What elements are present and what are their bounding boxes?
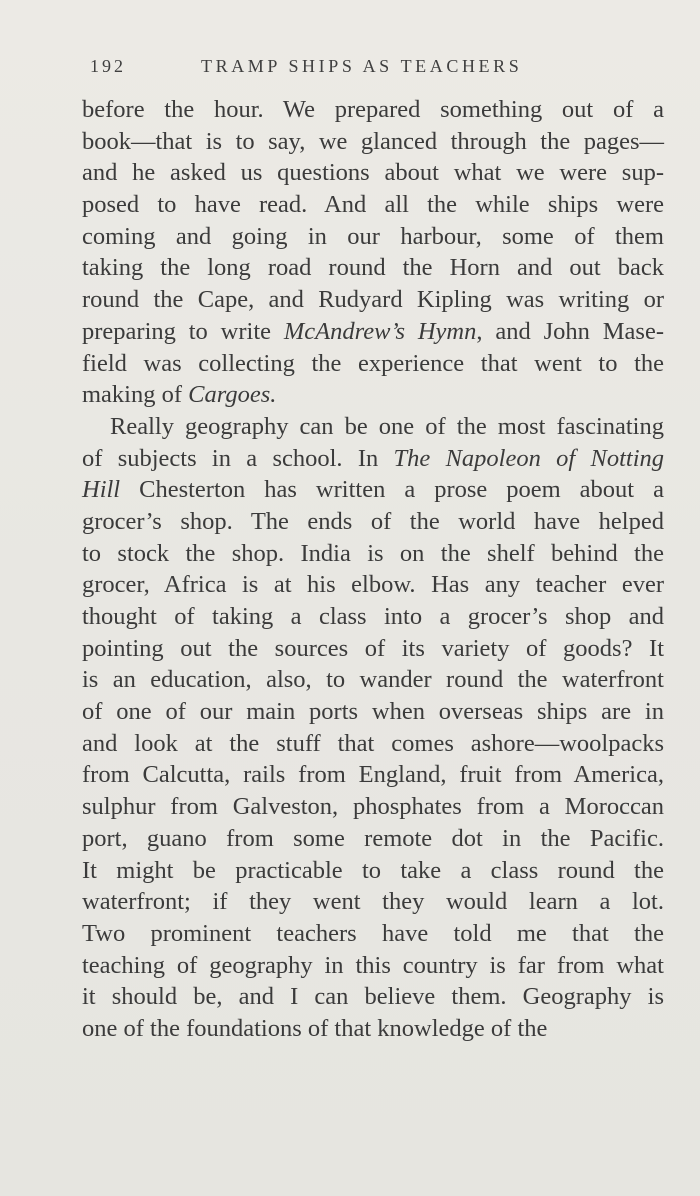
- text-line: [82, 1013, 664, 1045]
- text-run: teaching of geography in this country is far from what: [82, 951, 664, 979]
- text-run: one of the foundations of that knowledge of the: [82, 1014, 548, 1042]
- text-run: port, guano from some remote dot in the Pacific.: [82, 824, 664, 852]
- text-run: Two prominent teachers have told me that the: [82, 919, 664, 947]
- text-run: Really geography can be one of the most fascinating: [110, 412, 664, 440]
- text-line: [82, 601, 664, 633]
- text-run: field was collecting the experience that went to the: [82, 349, 664, 377]
- text-run: is an education, also, to wander round the waterfront: [82, 666, 664, 694]
- text-run: coming and going in our harbour, some of them: [82, 222, 664, 250]
- text-run: Chesterton has written a prose poem about a: [120, 476, 664, 504]
- italic-title: Hill: [82, 476, 121, 504]
- text-run: grocer, Africa is at his elbow. Has any teacher ever: [82, 571, 664, 599]
- text-line: [82, 728, 664, 760]
- text-run: sulphur from Galveston, phosphates from a Moroccan: [82, 793, 664, 821]
- text-run: and look at the stuff that comes ashore—woolpacks: [82, 729, 664, 757]
- text-line: [82, 221, 664, 253]
- running-title: TRAMP SHIPS AS TEACHERS: [201, 56, 523, 76]
- text-run: posed to have read. And all the while ships were: [82, 191, 664, 219]
- text-run: of subjects in a school. In: [82, 444, 394, 472]
- text-run: before the hour. We prepared something out of a: [82, 96, 664, 123]
- text-run: from Calcutta, rails from England, fruit from America,: [82, 761, 664, 789]
- text-run: it should be, and I can believe them. Geography is: [82, 983, 664, 1011]
- text-line: [82, 569, 664, 601]
- italic-title: The Napoleon of Notting: [393, 444, 664, 472]
- text-run: taking the long road round the Horn and out back: [82, 254, 664, 282]
- text-run: pointing out the sources of its variety of goods? It: [82, 634, 664, 662]
- text-line: [82, 886, 664, 918]
- text-line: [82, 633, 664, 665]
- text-run: preparing to write: [82, 317, 284, 345]
- italic-title: McAndrew’s Hymn: [283, 317, 477, 345]
- text-line: [82, 474, 664, 506]
- text-line: [82, 791, 664, 823]
- text-line: [82, 157, 664, 189]
- text-run: making of: [82, 381, 189, 409]
- text-line: [82, 696, 664, 728]
- running-head: [90, 56, 560, 82]
- text-line: [82, 379, 664, 411]
- text-run: book—that is to say, we glanced through the pages—: [82, 127, 664, 155]
- text-line: [82, 538, 664, 570]
- text-line: [82, 950, 664, 982]
- text-line: [82, 126, 664, 158]
- text-line: [82, 664, 664, 696]
- text-line: [82, 981, 664, 1013]
- text-run: , and John Mase-: [476, 317, 664, 345]
- text-line: [82, 506, 664, 538]
- text-line: [82, 252, 664, 284]
- text-line: [82, 918, 664, 950]
- text-line: [82, 855, 664, 887]
- text-run: It might be practicable to take a class round the: [82, 856, 664, 884]
- text-run: thought of taking a class into a grocer’s shop and: [82, 603, 664, 630]
- text-run: and he asked us questions about what we were sup-: [82, 159, 664, 187]
- text-line: [82, 823, 664, 855]
- text-line: [82, 411, 664, 443]
- text-line: [82, 316, 664, 348]
- text-line: [82, 759, 664, 791]
- page-number: 192: [90, 56, 126, 76]
- text-line: [82, 443, 664, 475]
- text-run: to stock the shop. India is on the shelf behind the: [82, 539, 664, 567]
- text-line: [82, 94, 664, 126]
- body-text: [82, 94, 664, 1045]
- text-line: [82, 189, 664, 221]
- text-line: [82, 284, 664, 316]
- text-run: of one of our main ports when overseas ships are in: [82, 698, 664, 726]
- italic-title: Cargoes.: [188, 381, 277, 409]
- text-run: round the Cape, and Rudyard Kipling was writing or: [82, 286, 664, 314]
- text-run: waterfront; if they went they would learn a lot.: [82, 888, 664, 916]
- text-run: grocer’s shop. The ends of the world have helped: [82, 507, 664, 535]
- text-line: [82, 348, 664, 380]
